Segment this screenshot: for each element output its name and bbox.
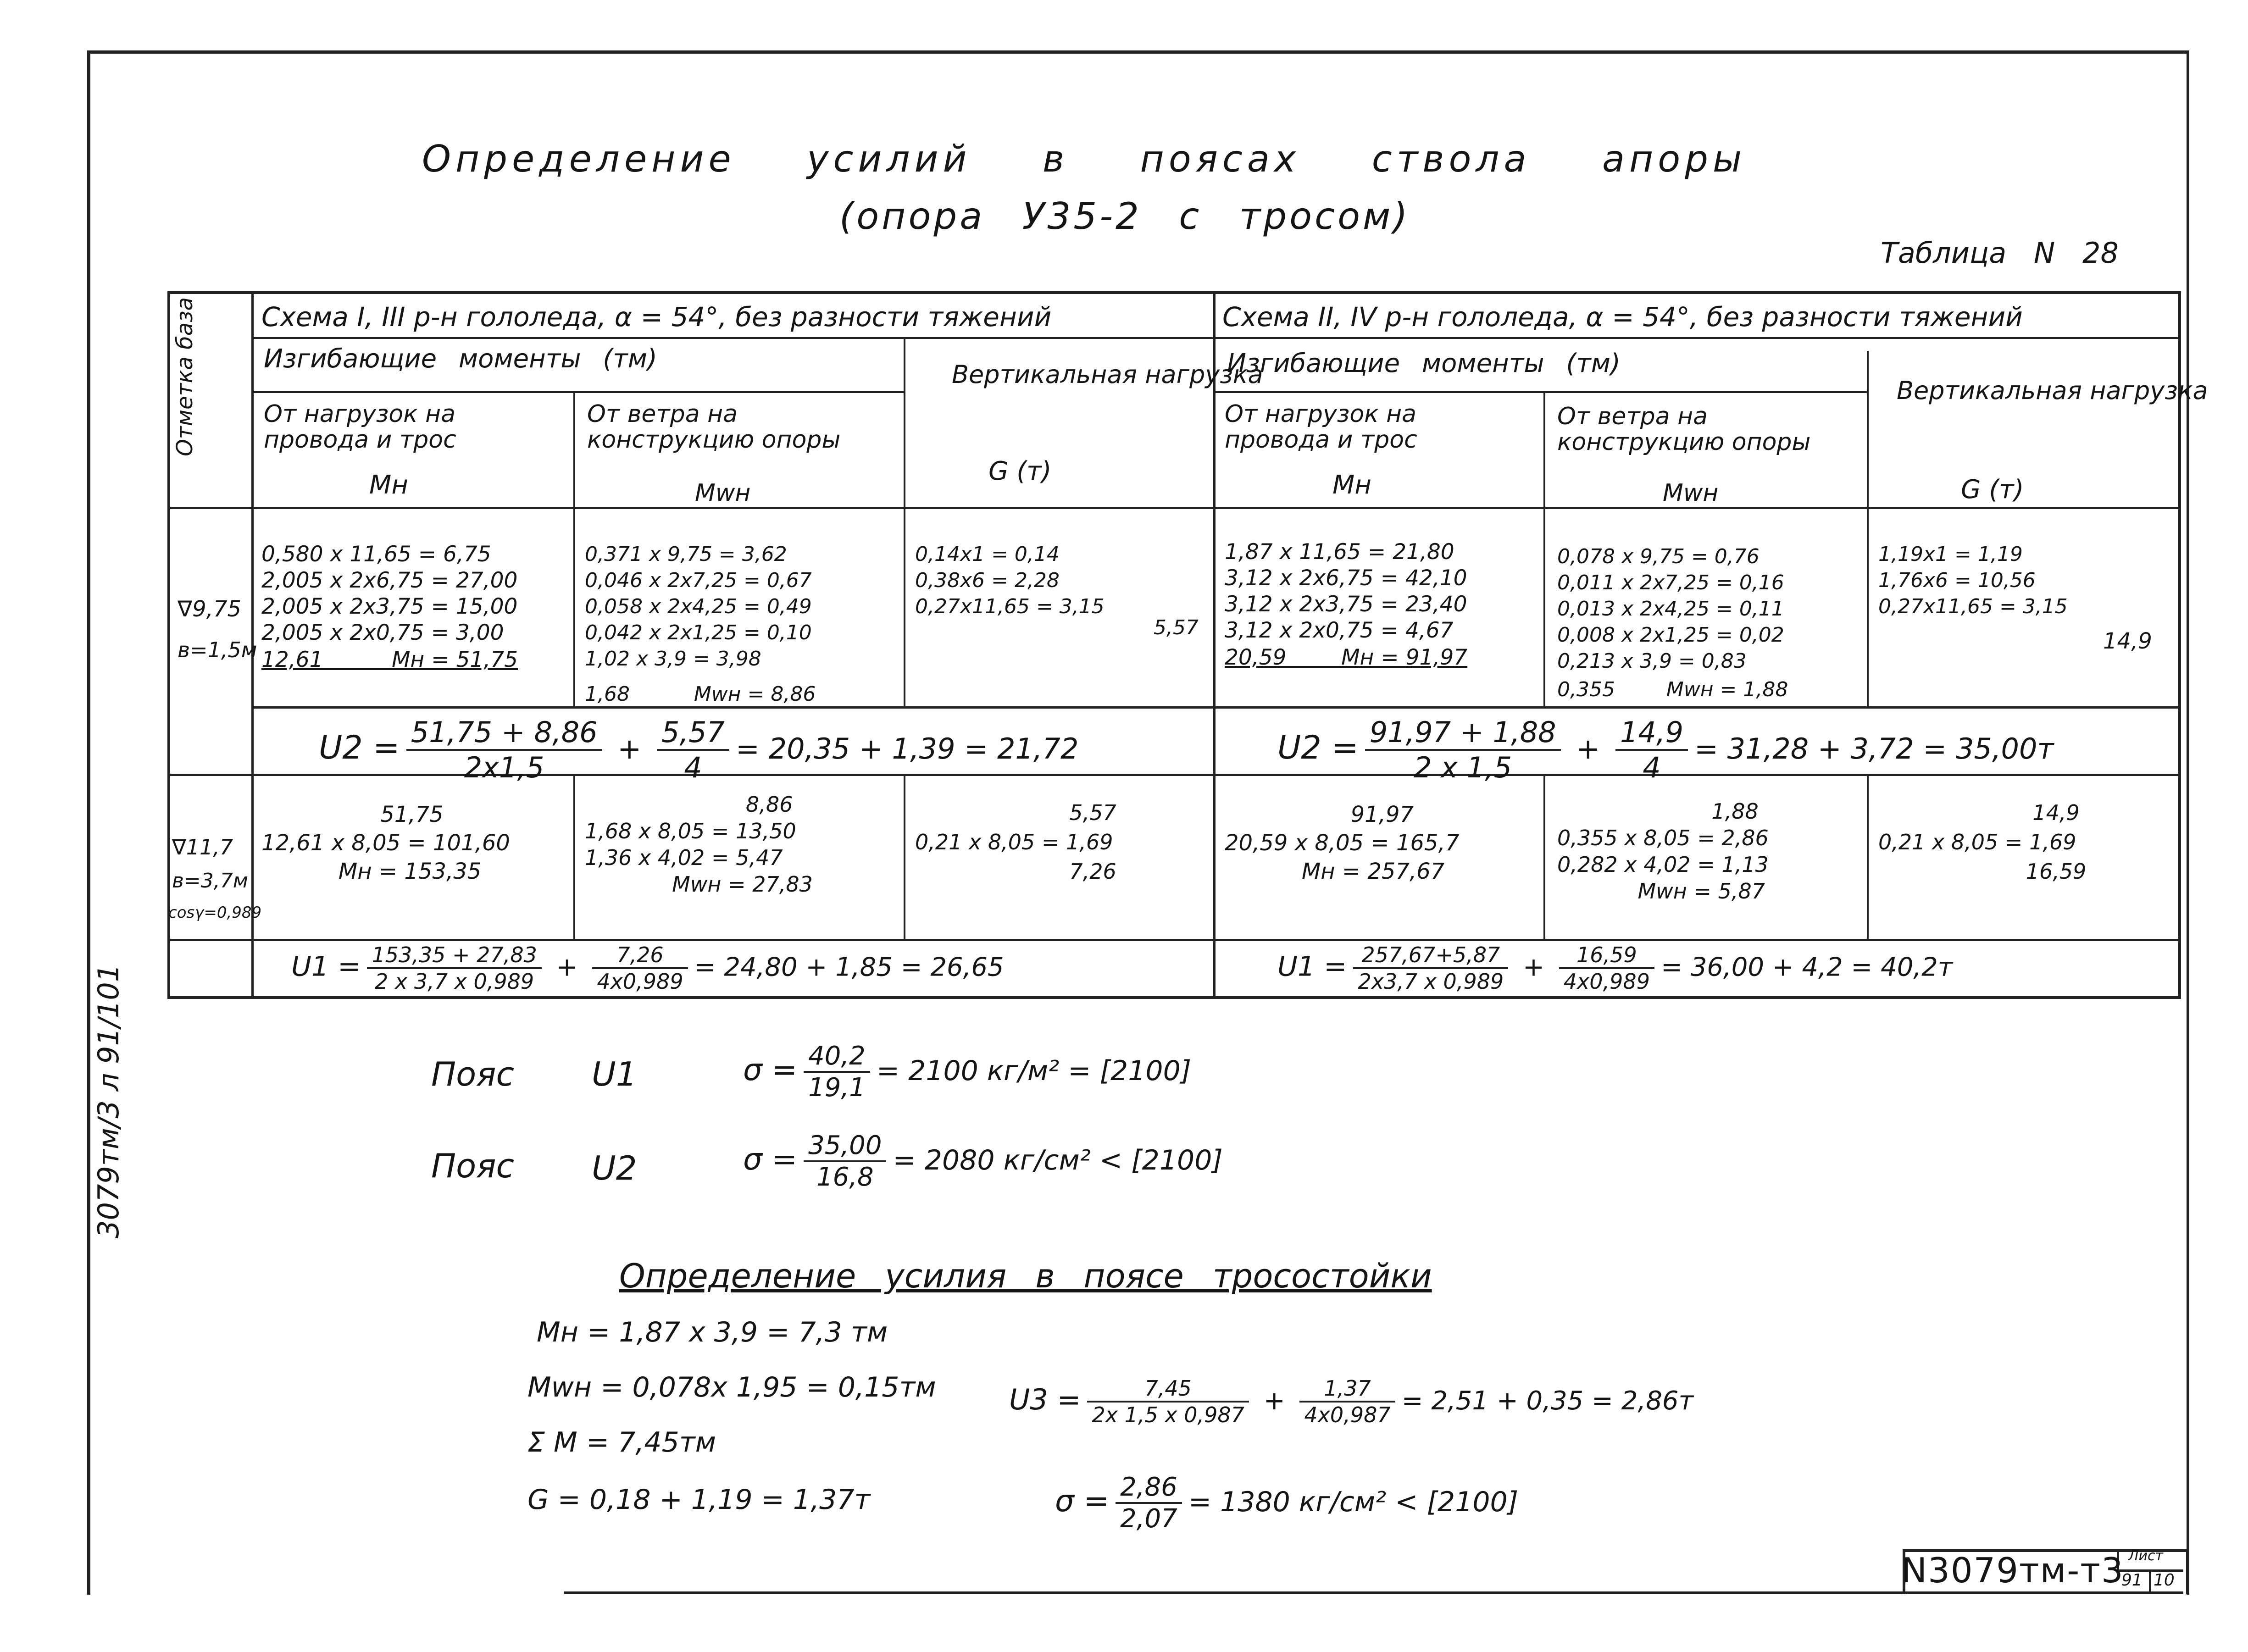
- row1-right-moments: 1,87 x 11,65 = 21,80 3,12 x 2x6,75 = 42,10 3,12 x 2x3,75 = 23,40 3,12 x 2x0,75 = 4,67: [1225, 539, 1467, 643]
- row1-mark: ∇9,75: [178, 596, 241, 622]
- belt-u2-label: Пояс: [431, 1147, 515, 1185]
- sheet-label: Лист: [2128, 1548, 2164, 1564]
- row1-left-wind-total: 1,68 Mwн = 8,86: [585, 682, 816, 706]
- left-wind-header: От ветра на конструкцию опоры: [587, 400, 841, 454]
- row1-right-vertical-total: 14,9: [2103, 628, 2152, 654]
- page-title: Определение усилий в поясах ствола апоры: [422, 138, 1747, 180]
- strut-stress-formula: σ = $\frac{2,86}{2,07}$ = 1380 кг/см² < [2100]: [1055, 1472, 1519, 1534]
- left-wires-symbol: Mн: [369, 470, 408, 500]
- left-wires-header: От нагрузок на провода и трос: [264, 400, 456, 454]
- right-wires-header: От нагрузок на провода и трос: [1225, 400, 1417, 454]
- row1-right-vertical: 1,19x1 = 1,19 1,76x6 = 10,56 0,27x11,65 = 3,15: [1878, 543, 2068, 618]
- row1-right-wind-total: 0,355 Mwн = 1,88: [1557, 678, 1788, 701]
- belt-u1-label: Пояс: [431, 1055, 515, 1093]
- row1-left-vertical: 0,14x1 = 0,14 0,38x6 = 2,28 0,27x11,65 = 3,15: [915, 543, 1105, 618]
- row2-right-moments: 91,97 20,59 x 8,05 = 165,7 Mн = 257,67: [1225, 802, 1460, 884]
- left-vertical-header: Вертикальная нагрузка: [952, 360, 1263, 389]
- u1-left-formula: U1 = $\frac{153,35 + 27,83}{2 x 3,7 x 0,989}$ + $\frac{7,26}{4x0,989}$ = 24,80 + 1,85 = 26,65: [291, 942, 1004, 994]
- row2-mark: ∇11,7: [172, 835, 233, 859]
- strut-mh: Mн = 1,87 x 3,9 = 7,3 тм: [537, 1316, 888, 1348]
- right-wires-symbol: Mн: [1332, 470, 1371, 500]
- row1-left-moments: 0,580 x 11,65 = 6,75 2,005 x 2x6,75 = 27,00 2,005 x 2x3,75 = 15,00 2,005 x 2x0,75 = 3,00: [261, 542, 518, 645]
- row1-left-wind: 0,371 x 9,75 = 3,62 0,046 x 2x7,25 = 0,67 0,058 x 2x4,25 = 0,49 0,042 x 2x1,25 = 0,10 1,02 x 3,9 = 3,98: [585, 543, 812, 671]
- row2-left-vertical: 5,57 0,21 x 8,05 = 1,69 7,26: [915, 800, 1116, 884]
- row-header: Отметка база: [172, 297, 198, 456]
- row2-right-vertical: 14,9 0,21 x 8,05 = 1,69 16,59: [1878, 800, 2087, 884]
- right-bending-header: Изгибающие моменты (тм): [1227, 349, 1621, 378]
- sheet-number-b: 10: [2154, 1571, 2175, 1590]
- right-scheme: Схема II, IV р-н гололеда, α = 54°, без разности тяжений: [1222, 301, 2023, 333]
- row2-cos: cosγ=0,989: [168, 904, 262, 922]
- belt-u2-symbol: U2: [592, 1149, 637, 1187]
- forces-table: [167, 291, 2208, 1000]
- right-vertical-header: Вертикальная нагрузка: [1897, 376, 2208, 405]
- sheet-cell-divider: [2149, 1569, 2151, 1591]
- u1-right-formula: U1 = $\frac{257,67+5,87}{2x3,7 x 0,989}$ + $\frac{16,59}{4x0,989}$ = 36,00 + 4,2 = 40,2т: [1277, 942, 1953, 994]
- right-vertical-symbol: G (т): [1961, 475, 2024, 504]
- table-number: Таблица N 28: [1881, 236, 2119, 270]
- side-note: 3079тм/3 л 91/101: [92, 964, 125, 1238]
- row1-right-moments-total: 20,59 Mн = 91,97: [1225, 645, 1468, 670]
- right-wind-header: От ветра на конструкцию опоры: [1557, 403, 1811, 456]
- left-bending-header: Изгибающие моменты (тм): [264, 344, 657, 374]
- document-code: N3079тм-т3: [1901, 1550, 2124, 1591]
- left-scheme: Схема I, III р-н гололеда, α = 54°, без разности тяжений: [261, 301, 1052, 333]
- row1-left-moments-total: 12,61 Mн = 51,75: [261, 647, 518, 672]
- left-vertical-symbol: G (т): [988, 456, 1052, 486]
- u2-left-formula: U2 = $\frac{51,75 + 8,86}{2x1,5}$ + $\frac{5,57}{4}$ = 20,35 + 1,39 = 21,72: [319, 715, 1079, 784]
- row2-left-moments: 51,75 12,61 x 8,05 = 101,60 Mн = 153,35: [261, 802, 510, 884]
- row1-base: в=1,5м: [178, 638, 257, 662]
- right-wind-symbol: Mwн: [1663, 479, 1719, 507]
- strut-sum: Σ M = 7,45тм: [527, 1426, 716, 1458]
- strut-heading: Определение усилия в поясе тросостойки: [619, 1257, 1432, 1295]
- stress-u1-formula: σ = $\frac{40,2}{19,1}$ = 2100 кг/м² = [2100]: [743, 1041, 1192, 1103]
- page-subtitle: (опора У35-2 с тросом): [839, 195, 1410, 238]
- stress-u2-formula: σ = $\frac{35,00}{16,8}$ = 2080 кг/см² < [2100]: [743, 1131, 1223, 1192]
- left-wind-symbol: Mwн: [695, 479, 751, 507]
- row2-left-wind: 8,86 1,68 x 8,05 = 13,50 1,36 x 4,02 = 5,47 Mwн = 27,83: [585, 792, 813, 897]
- row1-right-wind: 0,078 x 9,75 = 0,76 0,011 x 2x7,25 = 0,16 0,013 x 2x4,25 = 0,11 0,008 x 2x1,25 = 0,02 0,213 x 3,9 = 0,83: [1557, 545, 1784, 673]
- strut-g: G = 0,18 + 1,19 = 1,37т: [527, 1484, 871, 1516]
- row2-right-wind: 1,88 0,355 x 8,05 = 2,86 0,282 x 4,02 = 1,13 Mwн = 5,87: [1557, 799, 1769, 904]
- strut-u3-formula: U3 = $\frac{7,45}{2x 1,5 x 0,987}$ + $\frac{1,37}{4x0,987}$ = 2,51 + 0,35 = 2,86т: [1009, 1376, 1694, 1427]
- row1-left-vertical-total: 5,57: [1154, 616, 1199, 639]
- u2-right-formula: U2 = $\frac{91,97 + 1,88}{2 x 1,5}$ + $\frac{14,9}{4}$ = 31,28 + 3,72 = 35,00т: [1277, 715, 2054, 784]
- strut-mw: Mwн = 0,078x 1,95 = 0,15тм: [527, 1371, 936, 1403]
- sheet-number-a: 91: [2121, 1571, 2143, 1590]
- row2-base: в=3,7м: [172, 869, 248, 893]
- belt-u1-symbol: U1: [592, 1055, 637, 1093]
